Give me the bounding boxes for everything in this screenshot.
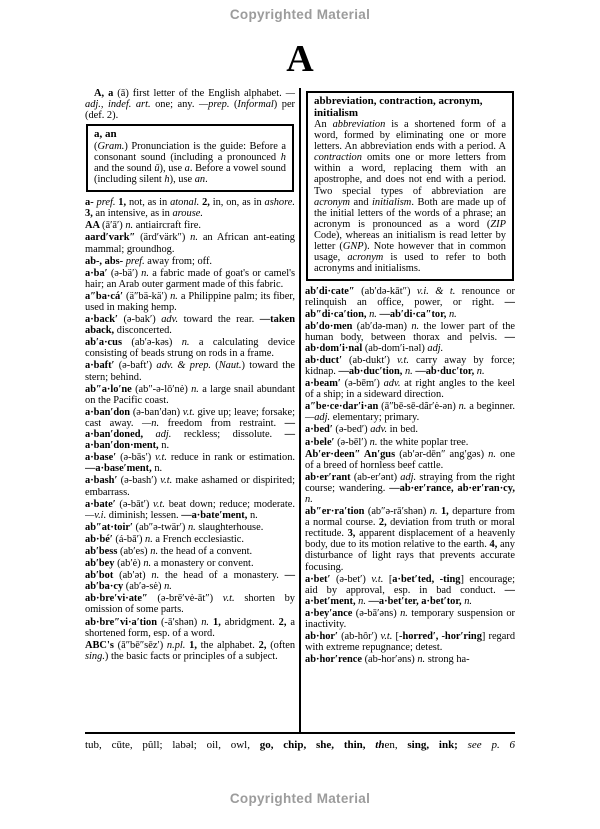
- dictionary-entry: ab″at·toir′ (ab″ə-twär′) n. slaughterhouse.: [85, 521, 264, 533]
- dictionary-entry: aard′vark″ (ärd′värk″) n. an African ant-eating mammal; groundhog.: [85, 232, 296, 255]
- pronunciation-key: tub, cūte, pûll; labəl; oil, owl, go, chip, she, thin, then, sing, ink; see p. 6: [85, 739, 515, 751]
- dictionary-entry: a·bed′ (ə-bed′) adv. in bed.: [305, 424, 418, 436]
- dictionary-entry: ab″er·ra′tion (ab″ə-rā′shən) n. 1, departure from a normal course. 2, deviation from truth or moral rectitude. 3, apparent displacement of a heavenly body, due to its motion relative to the earth. 4, any disturbance of light rays that prevents accurate focusing.: [305, 506, 515, 573]
- footer-rule: [85, 732, 515, 734]
- section-letter: A: [286, 38, 314, 80]
- dictionary-entry: ab·bre″vi·a′tion (-ā′shən) n. 1, abridgment. 2, a shortened form, esp. of a word.: [85, 616, 296, 639]
- dictionary-entry: ab′di·cate″ (ab′də-kāt″) v.i. & t. renounce or relinquish an office, power, or right. —ab″di·ca′tion, n. —ab′di·ca″tor, n.: [305, 286, 515, 320]
- dictionary-entry: ab′bess (ab′es) n. the head of a convent.: [85, 545, 253, 557]
- dictionary-entry: a·bey′ance (ə-bā′əns) n. temporary suspension or inactivity.: [305, 607, 515, 631]
- dictionary-entry: a·base′ (ə-bās′) v.t. reduce in rank or estimation. —a·base′ment, n.: [85, 452, 295, 475]
- left-column: [85, 88, 295, 734]
- usage-box-body: An abbreviation is a shortened form of a word, formed by eliminating one or more letters. An abbreviation ends with a period. A contraction omits one or more letters from within a word, replacing them with an apostrophe, and does not end with a period. Two special types of abbreviation are acronym and initialism. Both are made up of the initial letters of the words of a phrase; an acronym is pronounced as a word (ZIP Code), whereas an initialism is read letter by letter (GNP). Note however that in common usage, acronym is used to refer to both acronyms and initialisms.: [314, 119, 507, 275]
- dictionary-entry: ab-, abs- pref. away from; off.: [85, 255, 213, 267]
- dictionary-entry: Ab′er·deen″ An′gus (ab′ər-dēn″ ang′gəs) n. one of a breed of hornless beef cattle.: [305, 448, 515, 471]
- dictionary-entry: ab′do·men (ab′də-mən) n. the lower part of the human body, between thorax and pelvis. —ab·dom′i·nal (ab-dom′i-nəl) adj.: [305, 320, 515, 354]
- dictionary-entry: AA (ā′ā′) n. antiaircraft fire.: [85, 220, 201, 232]
- dictionary-entry: ab·hor′rence (ab-hor′əns) n. strong ha-: [305, 654, 470, 666]
- copyright-banner-bottom: Copyrighted Material: [229, 791, 371, 806]
- dictionary-entry: ab·bre′vi·ate″ (ə-brē′vė-āt″) v.t. shorten by omission of some parts.: [85, 593, 296, 616]
- dictionary-entry: ab′bot (ab′ət) n. the head of a monastery. —ab′ba·cy (ab′ə-sė) n.: [85, 570, 295, 593]
- dictionary-entry: a·bele′ (ə-bēl′) n. the white poplar tree.: [305, 436, 469, 448]
- usage-box-title: a, an: [94, 128, 117, 141]
- usage-box-a-an: [86, 124, 294, 192]
- dictionary-entry: a″ba·cá′ (ä″bä-kä′) n. a Philippine palm; its fiber, used in making hemp.: [85, 290, 296, 313]
- dictionary-entry: a·back′ (ə-bak′) adv. toward the rear. —taken aback, disconcerted.: [85, 314, 295, 337]
- dictionary-entry: a·bate′ (ə-bāt′) v.t. beat down; reduce; moderate. —v.i. diminish; lessen. —a·bate′ment, n.: [85, 498, 295, 521]
- usage-box-title: abbreviation, contraction, acronym, initialism: [314, 95, 483, 119]
- dictionary-entry-intro: A, a (ā) first letter of the English alphabet. —adj., indef. art. one; any. —prep. (Informal) per (def. 2).: [85, 88, 296, 122]
- dictionary-entry: ab·bé′ (á-bā′) n. a French ecclesiastic.: [85, 533, 244, 545]
- dictionary-entry: ab·hor′ (ab-hôr′) v.t. [-horred′, -hor′ring] regard with extreme repugnance; detest.: [305, 631, 515, 654]
- dictionary-entry: ab·er′rant (ab-er′ənt) adj. straying from the right course; wandering. —ab·er′rance, ab·er′ran·cy, n.: [305, 471, 515, 505]
- usage-box-body: (Gram.) Pronunciation is the guide: Before a consonant sound (including a pronounced h and the sound ū), use a. Before a vowel sound (including silent h), use an.: [94, 140, 286, 186]
- copyright-banner-top: Copyrighted Material: [229, 7, 371, 22]
- dictionary-entry: a- pref. 1, not, as in atonal. 2, in, on, as in ashore. 3, an intensive, as in arouse.: [85, 197, 295, 220]
- dictionary-page-body: [85, 88, 515, 734]
- dictionary-entry: ab′bey (ab′ė) n. a monastery or convent.: [85, 558, 254, 570]
- dictionary-entry: ab″a·lo′ne (ab″-ə-lō′nė) n. a large snail abundant on the Pacific coast.: [85, 383, 295, 406]
- dictionary-entry: a·bet′ (ə-bet′) v.t. [a·bet′ted, -ting] encourage; aid by approval, esp. in bad conduct. —a·bet′ment, n. —a·bet′ter, a·bet′tor, n.: [305, 573, 515, 607]
- dictionary-entry: a·ba′ (ə-bä′) n. a fabric made of goat's or camel's hair; an Arab outer garment made of this fabric.: [85, 267, 296, 290]
- dictionary-entry: a″be·ce·dar′i·an (ā″bē-sē-dãr′ė-ən) n. a beginner. —adj. elementary; primary.: [305, 401, 515, 424]
- dictionary-entry: ab′a·cus (ab′ə-kəs) n. a calculating device consisting of beads strung on rods in a frame.: [85, 337, 295, 360]
- dictionary-entry: ab·duct′ (ab-dukt′) v.t. carry away by force; kidnap. —ab·duc′tion, n. —ab·duc′tor, n.: [305, 354, 515, 377]
- column-divider: [299, 88, 301, 734]
- entries-list-right: [305, 286, 515, 665]
- dictionary-entry: a·bash′ (ə-bash′) v.t. make ashamed or dispirited; embarrass.: [85, 475, 295, 498]
- dictionary-entry: a·ban′don (ə-ban′dən) v.t. give up; leave; forsake; cast away. —n. freedom from restraint. —a·ban′doned, adj. reckless; dissolute. —a·ban′don·ment, n.: [85, 406, 296, 452]
- dictionary-entry: a·beam′ (ə-bēm′) adv. at right angles to the keel of a ship; in a sideward direction.: [305, 378, 515, 401]
- right-column: [305, 88, 515, 734]
- dictionary-entry: ABC's (ā″bē″sēz′) n.pl. 1, the alphabet. 2, (often sing.) the basic facts or principles of a subject.: [85, 639, 296, 662]
- usage-box-abbreviation: [306, 91, 514, 281]
- entries-list-left: [85, 197, 295, 662]
- dictionary-entry: a·baft′ (ə-baft′) adv. & prep. (Naut.) toward the stern; behind.: [85, 360, 296, 383]
